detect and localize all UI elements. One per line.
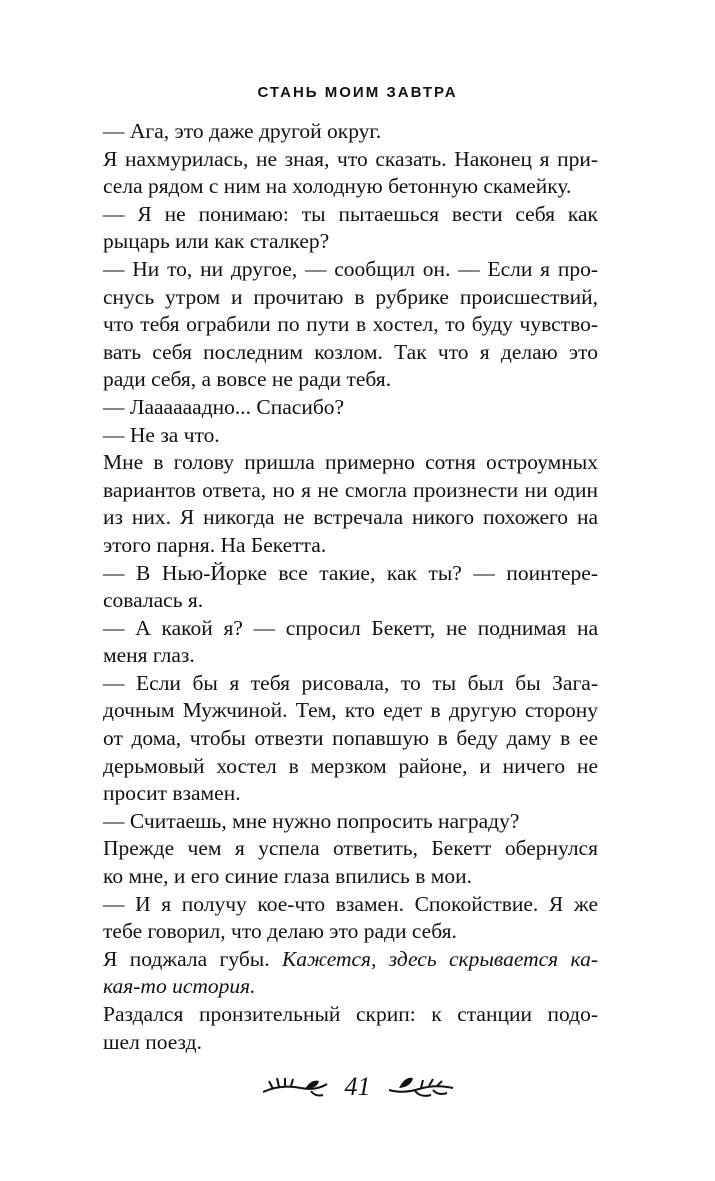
text-line: шел поезд. — [103, 1029, 202, 1054]
text-line: тебе говорил, что делаю это ради себя. — [103, 919, 457, 944]
text-line: просит взамен. — [103, 781, 241, 806]
text-line: — Лаааааадно... Спасибо? — [103, 394, 345, 419]
italic-fragment: кая-то история. — [103, 974, 256, 999]
running-head: СТАНЬ МОИМ ЗАВТРА — [257, 84, 458, 101]
floral-flourish-right-icon — [385, 1074, 455, 1100]
text-line: меня глаз. — [103, 643, 195, 668]
text-line: — В Нью-Йорке все такие, как ты? — поинтере- — [103, 560, 598, 585]
italic-fragment: Кажется, здесь скрывается ка- — [281, 946, 598, 971]
text-line: — Не за что. — [103, 422, 220, 447]
text-line: из них. Я никогда не встречала никого похожего на — [103, 505, 598, 530]
text-line: рыцарь или как сталкер? — [103, 229, 330, 254]
floral-flourish-left-icon — [261, 1074, 331, 1100]
text-line: — И я получу кое-что взамен. Спокойствие. Я же — [103, 891, 598, 916]
text-line: села рядом с ним на холодную бетонную скамейку. — [103, 174, 572, 199]
text-line: — А какой я? — спросил Бекетт, не поднимая на — [103, 615, 598, 640]
text-line-with-italic — [103, 946, 598, 974]
text-line: Раздался пронзительный скрип: к станции подо- — [103, 1002, 598, 1026]
text-line: вариантов ответа, но я не смогла произнести ни один — [103, 477, 598, 502]
text-line: — Ни то, ни другое, — сообщил он. — Если я про- — [103, 256, 598, 281]
text-line: совалась я. — [103, 588, 204, 613]
text-line: — Я не понимаю: ты пытаешься вести себя как — [103, 201, 598, 226]
text-line: Мне в голову пришла примерно сотня остроумных — [103, 450, 598, 475]
text-line-with-italic — [103, 973, 598, 1001]
text-line: этого парня. На Бекетта. — [103, 532, 327, 557]
text-line: Я нахмурилась, не зная, что сказать. Наконец я при- — [103, 146, 598, 171]
text-line: — Если бы я тебя рисовала, то ты был бы Зага- — [103, 670, 598, 695]
text-line: — Ага, это даже другой округ. — [103, 119, 382, 143]
text-line: снусь утром и прочитаю в рубрике происшествий, — [103, 284, 598, 309]
page-number: 41 — [344, 1072, 371, 1101]
text-line: от дома, чтобы отвезти попавшую в беду даму в ее — [103, 726, 598, 751]
text-line: ради себя, а вовсе не ради тебя. — [103, 367, 392, 392]
text-line: что тебя ограбили по пути в хостел, то буду чувство- — [103, 312, 598, 337]
text-line: Прежде чем я успела ответить, Бекетт обернулся — [103, 836, 598, 861]
text-line: дочным Мужчиной. Тем, кто едет в другую сторону — [103, 698, 598, 723]
page-footer — [0, 1072, 715, 1102]
plain-fragment: Я поджала губы. — [103, 946, 282, 971]
text-line: ко мне, и его синие глаза впились в мои. — [103, 864, 472, 889]
text-line: — Считаешь, мне нужно попросить награду? — [103, 808, 520, 833]
text-line: дерьмовый хостел в мерзком районе, и ничего не — [103, 753, 598, 778]
body-text — [103, 118, 598, 1056]
text-line: вать себя последним козлом. Так что я делаю это — [103, 339, 598, 364]
